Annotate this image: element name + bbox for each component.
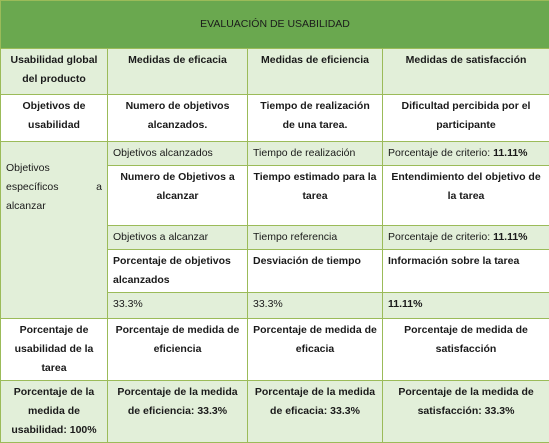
global-row [1, 49, 549, 95]
global-usability-cell: Usabilidad global del producto [1, 49, 108, 95]
satisfaction-measures-cell: Medidas de satisfacción [383, 49, 549, 95]
criterion-value: 11.11% [493, 147, 527, 159]
satisfaction-percentage-label-cell: Porcentaje de medida de satisfacción [383, 319, 549, 381]
objectives-count-cell: Numero de objetivos alcanzados. [108, 95, 248, 142]
objective-understanding-cell: Entendimiento del objetivo de la tarea [383, 166, 549, 226]
objectives-percentage-cell: Porcentaje de objetivos alcanzados [108, 250, 248, 293]
final-row [1, 381, 549, 443]
efficacy-measures-cell: Medidas de eficacia [108, 49, 248, 95]
efficiency-value-cell: 33.3% [248, 293, 383, 319]
satisfaction-total-cell: Porcentaje de la medida de satisfacción: 33.3% [383, 381, 549, 443]
percentage-row [1, 319, 549, 381]
efficiency-total-cell: Porcentaje de la medida de eficiencia: 33.3% [108, 381, 248, 443]
table-title: EVALUACIÓN DE USABILIDAD [1, 1, 549, 49]
usability-objectives-cell: Objetivos de usabilidad [1, 95, 108, 142]
title-row [1, 1, 549, 49]
objectives-to-reach-cell: Numero de Objetivos a alcanzar [108, 166, 248, 226]
efficacy-total-cell: Porcentaje de la medida de eficacia: 33.3% [248, 381, 383, 443]
estimated-time-cell: Tiempo estimado para la tarea [248, 166, 383, 226]
criterion-percentage-cell-2 [383, 226, 549, 250]
objectives-achieved-cell: Objetivos alcanzados [108, 142, 248, 166]
efficiency-measures-cell: Medidas de eficiencia [248, 49, 383, 95]
criterion-label-2: Porcentaje de criterio: [388, 231, 493, 243]
objectives-row [1, 95, 549, 142]
specific-objectives-cell [1, 142, 108, 319]
realization-time-cell: Tiempo de realización [248, 142, 383, 166]
specific-row-a [1, 142, 549, 166]
specific-objectives-line1: Objetivos [6, 159, 102, 178]
reference-time-cell: Tiempo referencia [248, 226, 383, 250]
specific-objectives-line2 [6, 178, 102, 197]
criterion-value-2: 11.11% [493, 231, 527, 243]
criterion-percentage-cell [383, 142, 549, 166]
efficacy-value-cell: 33.3% [108, 293, 248, 319]
criterion-label: Porcentaje de criterio: [388, 147, 493, 159]
task-information-cell: Información sobre la tarea [383, 250, 549, 293]
objectives-target-cell: Objetivos a alcanzar [108, 226, 248, 250]
specific-objectives-a: a [96, 178, 102, 197]
time-deviation-cell: Desviación de tiempo [248, 250, 383, 293]
task-usability-percentage-cell: Porcentaje de usabilidad de la tarea [1, 319, 108, 381]
efficacy-percentage-label-cell: Porcentaje de medida de eficacia [248, 319, 383, 381]
task-time-cell: Tiempo de realización de una tarea. [248, 95, 383, 142]
usability-total-cell: Porcentaje de la medida de usabilidad: 100% [1, 381, 108, 443]
perceived-difficulty-cell: Dificultad percibida por el participante [383, 95, 549, 142]
specific-objectives-word: específicos [6, 178, 59, 197]
efficiency-percentage-label-cell: Porcentaje de medida de eficiencia [108, 319, 248, 381]
satisfaction-value-cell: 11.11% [383, 293, 549, 319]
specific-objectives-line3: alcanzar [6, 197, 102, 216]
